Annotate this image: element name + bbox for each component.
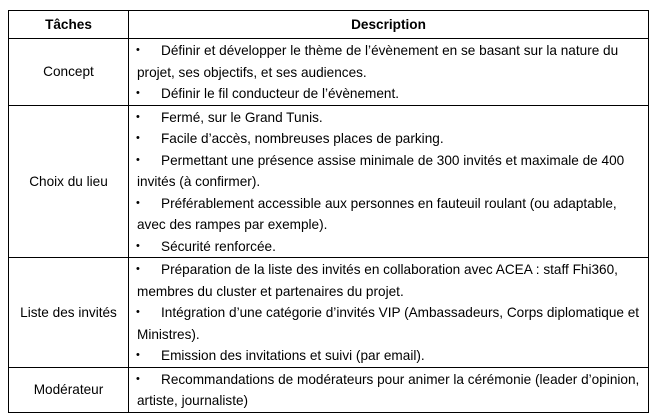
bullet-list [137,107,644,258]
list-item [137,369,644,412]
list-item-text: Sécurité renforcée. [161,238,276,254]
task-cell: Liste des invités [9,258,129,368]
header-description: Description [129,11,649,39]
bullet-icon: • [136,306,140,318]
list-item [137,150,644,193]
bullet-list [137,369,644,412]
list-item-text: Emission des invitations et suivi (par email). [161,348,425,363]
list-item [137,193,644,236]
list-item [137,128,644,150]
bullet-icon: • [136,87,140,99]
bullet-icon: • [136,263,140,275]
table-row [9,105,649,258]
task-cell: Concept [9,39,129,106]
bullet-icon: • [136,44,140,56]
list-item-text: Préparation de la liste des invités en collaboration avec ACEA : staff Fhi360, membres du cluster et partenaires du projet. [137,262,618,299]
bullet-icon: • [136,132,140,144]
bullet-icon: • [136,372,140,385]
list-item [137,259,644,302]
bullet-icon: • [136,349,140,361]
table-body [9,39,649,413]
list-item-text: Définir le fil conducteur de l’évènement. [161,86,400,101]
description-cell [129,39,649,106]
description-cell [129,367,649,412]
list-item [137,83,644,105]
task-cell: Modérateur [9,367,129,412]
bullet-icon: • [136,110,140,123]
tasks-table [8,10,649,413]
list-item-text: Permettant une présence assise minimale de 300 invités et maximale de 400 invités (à confirmer). [137,152,625,189]
table-row [9,39,649,106]
list-item [137,345,644,367]
list-item-text: Recommandations de modérateurs pour animer la cérémonie (leader d’opinion, artiste, journaliste) [137,371,640,408]
header-tasks: Tâches [9,11,129,39]
list-item [137,107,644,129]
bullet-icon: • [136,153,140,166]
list-item [137,40,644,83]
description-cell [129,258,649,368]
table-row [9,367,649,412]
bullet-list [137,259,644,367]
table-row [9,258,649,368]
list-item [137,236,644,258]
bullet-icon: • [136,239,140,252]
bullet-icon: • [136,196,140,209]
list-item-text: Facile d’accès, nombreuses places de parking. [161,131,444,146]
bullet-list [137,40,644,105]
list-item [137,302,644,345]
description-cell [129,105,649,258]
list-item-text: Intégration d’une catégorie d’invités VIP (Ambassadeurs, Corps diplomatique et Ministres). [137,305,640,342]
task-cell: Choix du lieu [9,105,129,258]
header-row [9,11,649,39]
list-item-text: Fermé, sur le Grand Tunis. [161,109,323,125]
list-item-text: Préférablement accessible aux personnes en fauteuil roulant (ou adaptable, avec des rampes par exemple). [137,195,617,232]
list-item-text: Définir et développer le thème de l’évènement en se basant sur la nature du projet, ses objectifs, et ses audiences. [137,43,619,80]
